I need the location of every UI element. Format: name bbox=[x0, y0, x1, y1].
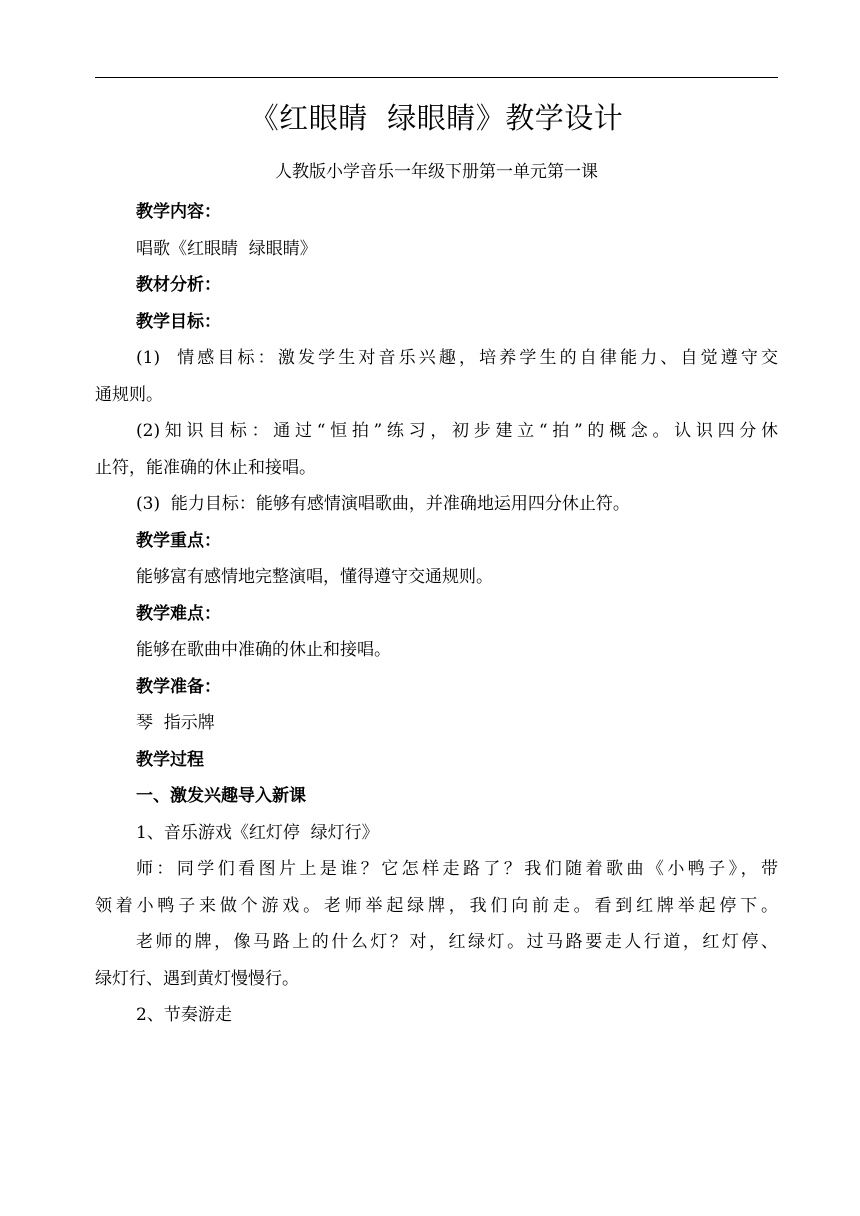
paragraph: (1) 情感目标：激发学生对音乐兴趣，培养学生的自律能力、自觉遵守交 bbox=[136, 348, 778, 368]
paragraph: 1、音乐游戏《红灯停 绿灯行》 bbox=[136, 822, 379, 843]
document-subtitle: 人教版小学音乐一年级下册第一单元第一课 bbox=[275, 162, 598, 182]
heading-material-analysis: 教材分析： bbox=[136, 275, 221, 295]
paragraph-continuation: 领着小鸭子来做个游戏。老师举起绿牌，我们向前走。看到红牌举起停下。 bbox=[95, 895, 778, 916]
paragraph-continuation: 绿灯行、遇到黄灯慢慢行。 bbox=[95, 968, 299, 989]
heading-difficulties: 教学难点： bbox=[136, 603, 221, 624]
section-heading: 一、激发兴趣导入新课 bbox=[136, 786, 306, 806]
paragraph-continuation: 通规则。 bbox=[95, 384, 163, 405]
paragraph: (3) 能力目标：能够有感情演唱歌曲，并准确地运用四分休止符。 bbox=[136, 494, 630, 514]
paragraph: 唱歌《红眼睛 绿眼睛》 bbox=[136, 238, 317, 259]
document-body bbox=[95, 194, 778, 1034]
header-rule bbox=[95, 77, 778, 78]
paragraph: 老师的牌，像马路上的什么灯？对，红绿灯。过马路要走人行道，红灯停、 bbox=[136, 932, 778, 952]
paragraph-continuation: 止符，能准确的休止和接唱。 bbox=[95, 457, 316, 478]
paragraph: 能够在歌曲中准确的休止和接唱。 bbox=[136, 640, 391, 660]
heading-key-points: 教学重点： bbox=[136, 530, 221, 551]
heading-teaching-goals: 教学目标： bbox=[136, 311, 221, 332]
heading-teaching-process: 教学过程 bbox=[136, 749, 204, 770]
paragraph: 琴 指示牌 bbox=[136, 713, 215, 733]
paragraph: 能够富有感情地完整演唱，懂得遵守交通规则。 bbox=[136, 567, 493, 587]
paragraph: (2)知识目标：通过“恒拍”练习，初步建立“拍”的概念。认识四分休 bbox=[136, 421, 778, 441]
document-title: 《红眼睛 绿眼睛》教学设计 bbox=[249, 101, 624, 135]
heading-teaching-content: 教学内容： bbox=[136, 202, 221, 222]
paragraph: 2、节奏游走 bbox=[136, 1005, 232, 1025]
paragraph: 师：同学们看图片上是谁？它怎样走路了？我们随着歌曲《小鸭子》，带 bbox=[136, 859, 778, 879]
heading-preparation: 教学准备： bbox=[136, 676, 221, 697]
